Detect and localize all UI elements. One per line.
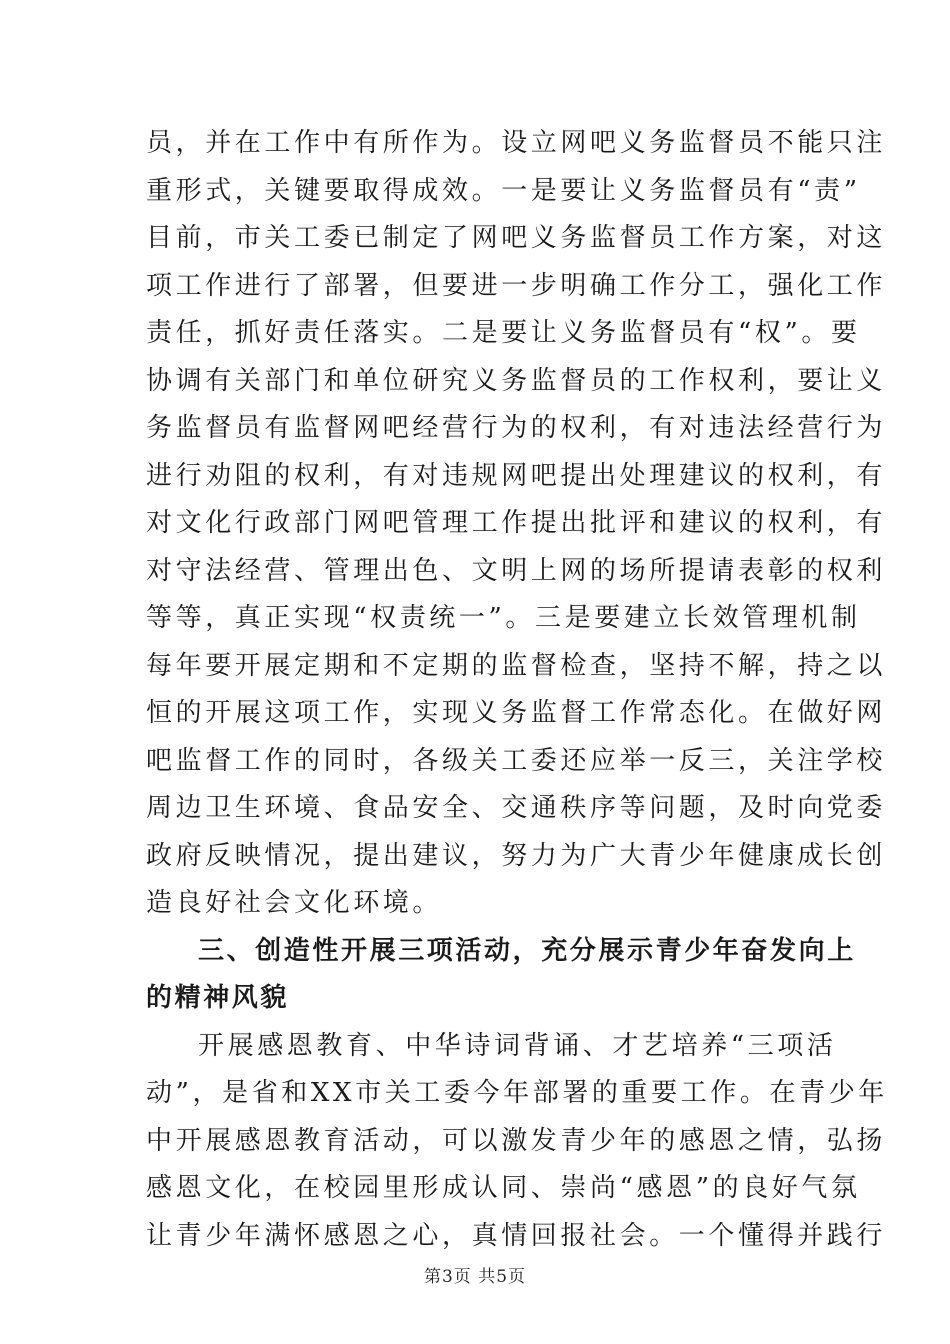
text-line: 等等，真正实现“权责统一”。三是要建立长效管理机制 xyxy=(146,603,861,633)
text-line: 对守法经营、管理出色、文明上网的场所提请表彰的权利 xyxy=(146,555,887,586)
body-text xyxy=(146,120,888,1260)
text-line: 动”，是省和XX市关工委今年部署的重要工作。在青少年 xyxy=(146,1078,888,1108)
page-number-footer: 第3页 共5页 xyxy=(423,1267,527,1287)
text-line: 每年要开展定期和不定期的监督检查，坚持不解，持之以 xyxy=(146,650,887,681)
text-line: 周边卫生环境、食品安全、交通秩序等问题，及时向党委 xyxy=(146,793,887,823)
text-line: 进行劝阻的权利，有对违规网吧提出处理建议的权利，有 xyxy=(146,460,887,491)
text-line: 项工作进行了部署，但要进一步明确工作分工，强化工作 xyxy=(146,270,887,301)
section-heading: 三、创造性开展三项活动，充分展示青少年奋发向上 xyxy=(198,935,856,966)
text-line: 目前，市关工委已制定了网吧义务监督员工作方案，对这 xyxy=(146,223,887,253)
text-line: 开展感恩教育、中华诗词背诵、才艺培养“三项活 xyxy=(198,1030,837,1061)
text-line: 吧监督工作的同时，各级关工委还应举一反三，关注学校 xyxy=(146,745,887,776)
text-line: 对文化行政部门网吧管理工作提出批评和建议的权利，有 xyxy=(146,508,887,538)
text-line: 造良好社会文化环境。 xyxy=(146,888,443,918)
text-line: 员，并在工作中有所作为。设立网吧义务监督员不能只注 xyxy=(146,128,887,158)
text-line: 让青少年满怀感恩之心，真情回报社会。一个懂得并践行 xyxy=(146,1220,887,1251)
section-heading: 的精神风貌 xyxy=(146,983,290,1013)
text-line: 中开展感恩教育活动，可以激发青少年的感恩之情，弘扬 xyxy=(146,1125,887,1156)
text-line: 协调有关部门和单位研究义务监督员的工作权利，要让义 xyxy=(146,365,887,396)
text-line: 政府反映情况，提出建议，努力为广大青少年健康成长创 xyxy=(146,840,887,871)
text-line: 责任，抓好责任落实。二是要让义务监督员有“权”。要 xyxy=(146,318,861,348)
text-line: 务监督员有监督网吧经营行为的权利，有对违法经营行为 xyxy=(146,413,887,443)
text-line: 感恩文化，在校园里形成认同、崇尚“感恩”的良好气氛 xyxy=(146,1173,861,1203)
text-line: 重形式，关键要取得成效。一是要让义务监督员有“责” xyxy=(146,175,861,206)
text-line: 恒的开展这项工作，实现义务监督工作常态化。在做好网 xyxy=(146,698,887,728)
